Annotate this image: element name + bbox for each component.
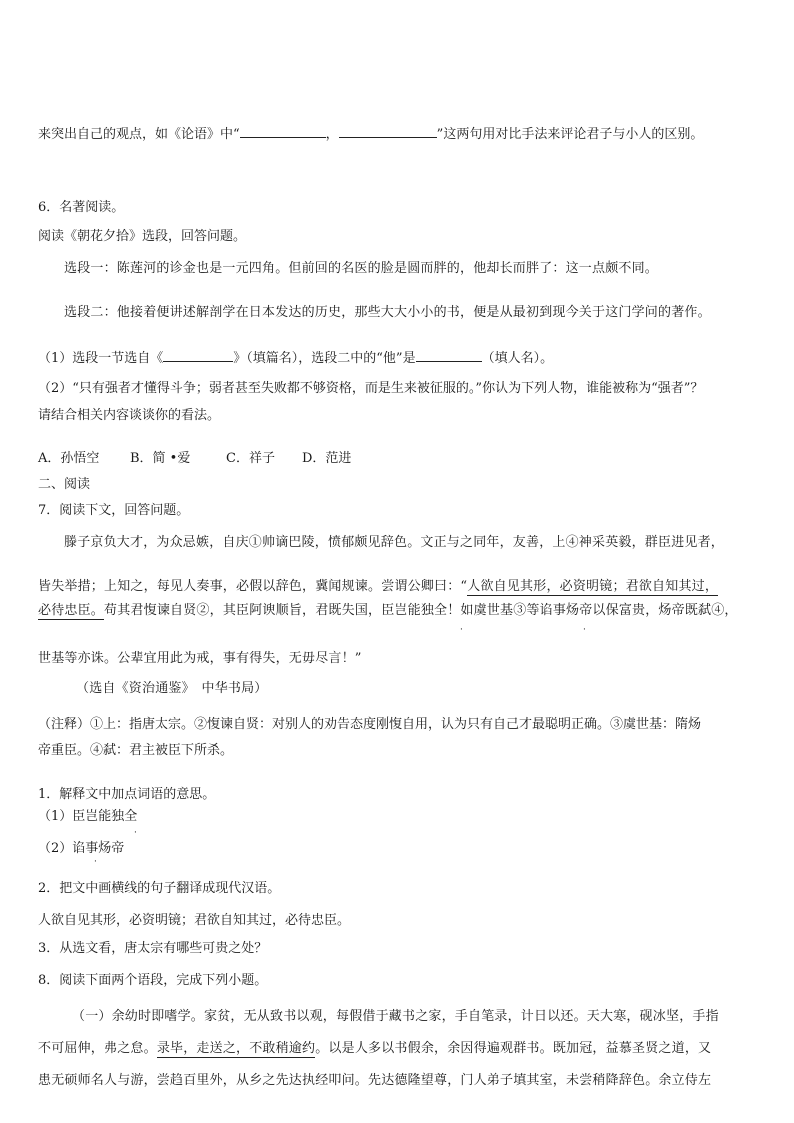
q8-passage-line2: 不可屈伸，弗之怠。录毕，走送之，不敢稍逾约。以是人多以书假余，余因得遍观群书。既加冠，益慕圣贤之道，又 <box>38 1041 712 1056</box>
q7-passage-line2: 皆失举措；上知之，每见人奏事，必假以辞色，冀闻规谏。尝谓公卿曰：“人欲自见其形，必资明镜；君欲自知其过， <box>38 579 719 594</box>
q8-title: 8．阅读下面两个语段，完成下列小题。 <box>38 973 268 988</box>
option-a: A．孙悟空 <box>38 451 100 466</box>
q7-passage-line1: 滕子京负大才，为众忌嫉，自庆①帅谪巴陵，愤郁颇见辞色。文正与之同年，友善，上④神采英毅，群臣进见者， <box>64 535 725 550</box>
option-b: B．简 •爱 <box>130 451 191 466</box>
emphasis-dot: · <box>583 625 586 635</box>
answer-blank-3[interactable] <box>163 348 233 362</box>
q6-sub1: （1）选段一节选自《 》（填篇名），选段二中的“他”是 （填人名）。 <box>38 348 553 368</box>
underlined-sentence-part2: 必待忠臣。 <box>38 603 105 618</box>
emphasis-dot: · <box>134 828 137 838</box>
q6-sub2-line2: 请结合相关内容谈谈你的看法。 <box>38 408 221 423</box>
emphasis-dot: · <box>94 857 97 867</box>
q6-title: 6．名著阅读。 <box>38 200 125 215</box>
q7-sub1-item1: （1）臣岂能独全 <box>38 809 138 824</box>
q6-intro: 阅读《朝花夕拾》选段，回答问题。 <box>38 229 247 244</box>
q6-excerpt-2: 选段二：他接着便讲述解剖学在日本发达的历史，那些大大小小的书，便是从最初到现今关于这门学问的著作。 <box>64 305 711 320</box>
q7-source: （选自《资治通鉴》 中华书局） <box>76 681 268 696</box>
q8-passage-line1: （一）余幼时即嗜学。家贫，无从致书以观，每假借于藏书之家，手自笔录，计日以还。天大寒，砚冰坚，手指 <box>72 1009 719 1024</box>
q7-sub2: 2．把文中画横线的句子翻译成现代汉语。 <box>38 881 281 896</box>
text-line-1: 来突出自己的观点，如《论语》中“ ， ”这两句用对比手法来评论君子与小人的区别。 <box>38 124 703 144</box>
q7-note-line1: （注释）①上：指唐太宗。②愎谏自贤：对别人的劝告态度刚愎自用，认为只有自己才最聪明正确。③虞世基：隋炀 <box>38 717 702 732</box>
emphasis-dot: · <box>460 625 463 635</box>
answer-blank-4[interactable] <box>416 348 482 362</box>
q7-sub2-sentence: 人欲自见其形，必资明镜；君欲自知其过，必待忠臣。 <box>38 913 351 928</box>
q8-passage-line3: 患无硕师名人与游，尝趋百里外，从乡之先达执经叩问。先达德隆望尊，门人弟子填其室，未尝稍降辞色。余立侍左 <box>38 1073 712 1088</box>
q7-sub3: 3．从选文看，唐太宗有哪些可贵之处？ <box>38 941 268 956</box>
option-c: C．祥子 <box>226 451 275 466</box>
answer-blank-1[interactable] <box>240 124 326 138</box>
q6-options <box>38 450 351 468</box>
section-heading: 二、阅读 <box>38 477 91 492</box>
q7-note-line2: 帝重臣。④弑：君主被臣下所杀。 <box>38 743 234 758</box>
answer-blank-2[interactable] <box>339 124 437 138</box>
q6-sub2-line1: （2）“只有强者才懂得斗争；弱者甚至失败都不够资格，而是生来被征服的。”你认为下列人物，谁能被称为“强者”？ <box>38 381 704 396</box>
q6-excerpt-1: 选段一：陈莲河的诊金也是一元四角。但前回的名医的脸是圆而胖的，他却长而胖了：这一点颇不同。 <box>64 261 659 276</box>
q7-sub1: 1．解释文中加点词语的意思。 <box>38 787 216 802</box>
q7-passage-line4: 世基等亦诛。公辈宜用此为戒，事有得失，无毋尽言！” <box>38 651 362 666</box>
underlined-sentence-part1: 人欲自见其形，必资明镜；君欲自知其过， <box>467 579 719 594</box>
q7-sub1-item2: （2）谄事炀帝 <box>38 841 125 856</box>
q7-passage-line3: 必待忠臣。苟其君愎谏自贤②，其臣阿谀顺旨，君既失国，臣岂能独全！如虞世基③等谄事炀帝以保富贵，炀帝既弑④， <box>38 603 738 618</box>
underlined-sentence: 录毕，走送之，不敢稍逾约 <box>156 1041 316 1056</box>
q7-title: 7．阅读下文，回答问题。 <box>38 503 190 518</box>
option-d: D．范进 <box>302 451 352 466</box>
